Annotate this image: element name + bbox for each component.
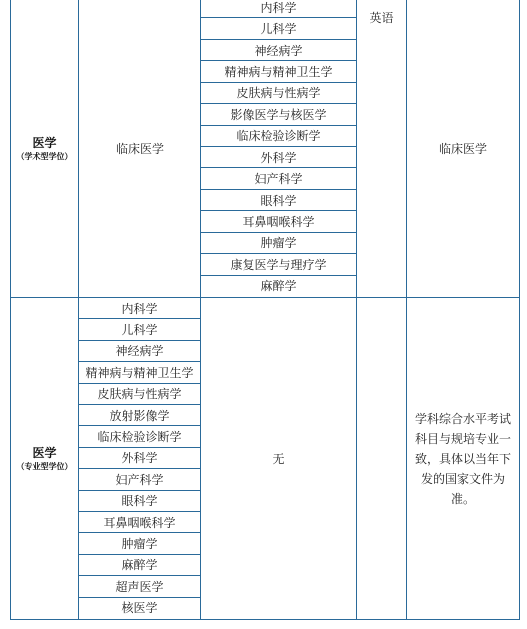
row-divider — [200, 39, 357, 40]
row-divider — [200, 103, 357, 104]
major-row: 肿瘤学 — [121, 537, 158, 552]
row-divider — [78, 554, 201, 555]
row-divider — [78, 532, 201, 533]
major-row: 内科学 — [260, 0, 297, 15]
major-row: 康复医学与理疗学 — [230, 257, 327, 272]
category-professional — [11, 299, 78, 619]
row-divider — [78, 490, 201, 491]
row-divider — [78, 383, 201, 384]
row-divider — [200, 253, 357, 254]
row-divider — [78, 575, 201, 576]
grid-line — [519, 0, 520, 620]
major-row: 神经病学 — [254, 43, 303, 58]
row-divider — [78, 340, 201, 341]
row-divider — [200, 210, 357, 211]
grid-line — [78, 0, 79, 620]
major-row: 神经病学 — [115, 344, 164, 359]
table-bottom-border — [10, 619, 520, 620]
exam-note-professional: 学科综合水平考试科目与规培专业一致，具体以当年下发的国家文件为准。 — [414, 412, 511, 506]
major-row: 外科学 — [260, 150, 297, 165]
major-row: 精神病与精神卫生学 — [85, 365, 194, 380]
category-professional-title: 医学 — [32, 446, 57, 460]
major-row: 儿科学 — [260, 22, 297, 37]
major-row: 临床检验诊断学 — [97, 430, 182, 445]
major-row: 精神病与精神卫生学 — [224, 64, 333, 79]
row-divider — [200, 189, 357, 190]
row-divider — [200, 275, 357, 276]
major-row: 妇产科学 — [254, 172, 303, 187]
row-divider — [78, 511, 201, 512]
grid-line — [406, 0, 407, 620]
major-row: 耳鼻咽喉科学 — [103, 515, 176, 530]
major-row: 外科学 — [121, 451, 158, 466]
row-divider — [78, 468, 201, 469]
category-academic — [11, 0, 78, 298]
major-row: 眼科学 — [121, 494, 158, 509]
row-divider — [200, 232, 357, 233]
major-row: 临床检验诊断学 — [236, 129, 321, 144]
discipline-academic: 临床医学 — [115, 142, 164, 156]
grid-line — [356, 0, 357, 620]
exam-academic: 临床医学 — [438, 142, 487, 156]
row-divider — [78, 404, 201, 405]
major-row: 麻醉学 — [260, 279, 297, 294]
row-divider — [78, 318, 201, 319]
row-divider — [200, 82, 357, 83]
grid-line — [200, 0, 201, 620]
major-row: 内科学 — [121, 301, 158, 316]
row-divider — [200, 167, 357, 168]
grid-line — [10, 0, 11, 620]
sub-column-professional: 无 — [272, 452, 285, 466]
major-row: 皮肤病与性病学 — [236, 86, 321, 101]
major-row: 耳鼻咽喉科学 — [242, 214, 315, 229]
row-divider — [78, 425, 201, 426]
category-professional-subtitle: （专业型学位） — [16, 461, 73, 471]
category-academic-subtitle: （学术型学位） — [16, 151, 73, 161]
major-row: 肿瘤学 — [260, 236, 297, 251]
foreign-language: 英语 — [369, 11, 394, 25]
row-divider — [78, 361, 201, 362]
major-row: 儿科学 — [121, 323, 158, 338]
row-divider — [200, 60, 357, 61]
row-divider — [200, 146, 357, 147]
category-academic-title: 医学 — [32, 136, 57, 150]
section-divider — [10, 297, 520, 298]
row-divider — [78, 597, 201, 598]
major-row: 放射影像学 — [109, 408, 170, 423]
major-row: 影像医学与核医学 — [230, 107, 327, 122]
major-row: 超声医学 — [115, 579, 164, 594]
major-row: 眼科学 — [260, 193, 297, 208]
row-divider — [200, 125, 357, 126]
major-row: 皮肤病与性病学 — [97, 387, 182, 402]
major-row: 核医学 — [121, 601, 158, 616]
row-divider — [78, 447, 201, 448]
major-row: 妇产科学 — [115, 472, 164, 487]
major-row: 麻醉学 — [121, 558, 158, 573]
row-divider — [200, 17, 357, 18]
